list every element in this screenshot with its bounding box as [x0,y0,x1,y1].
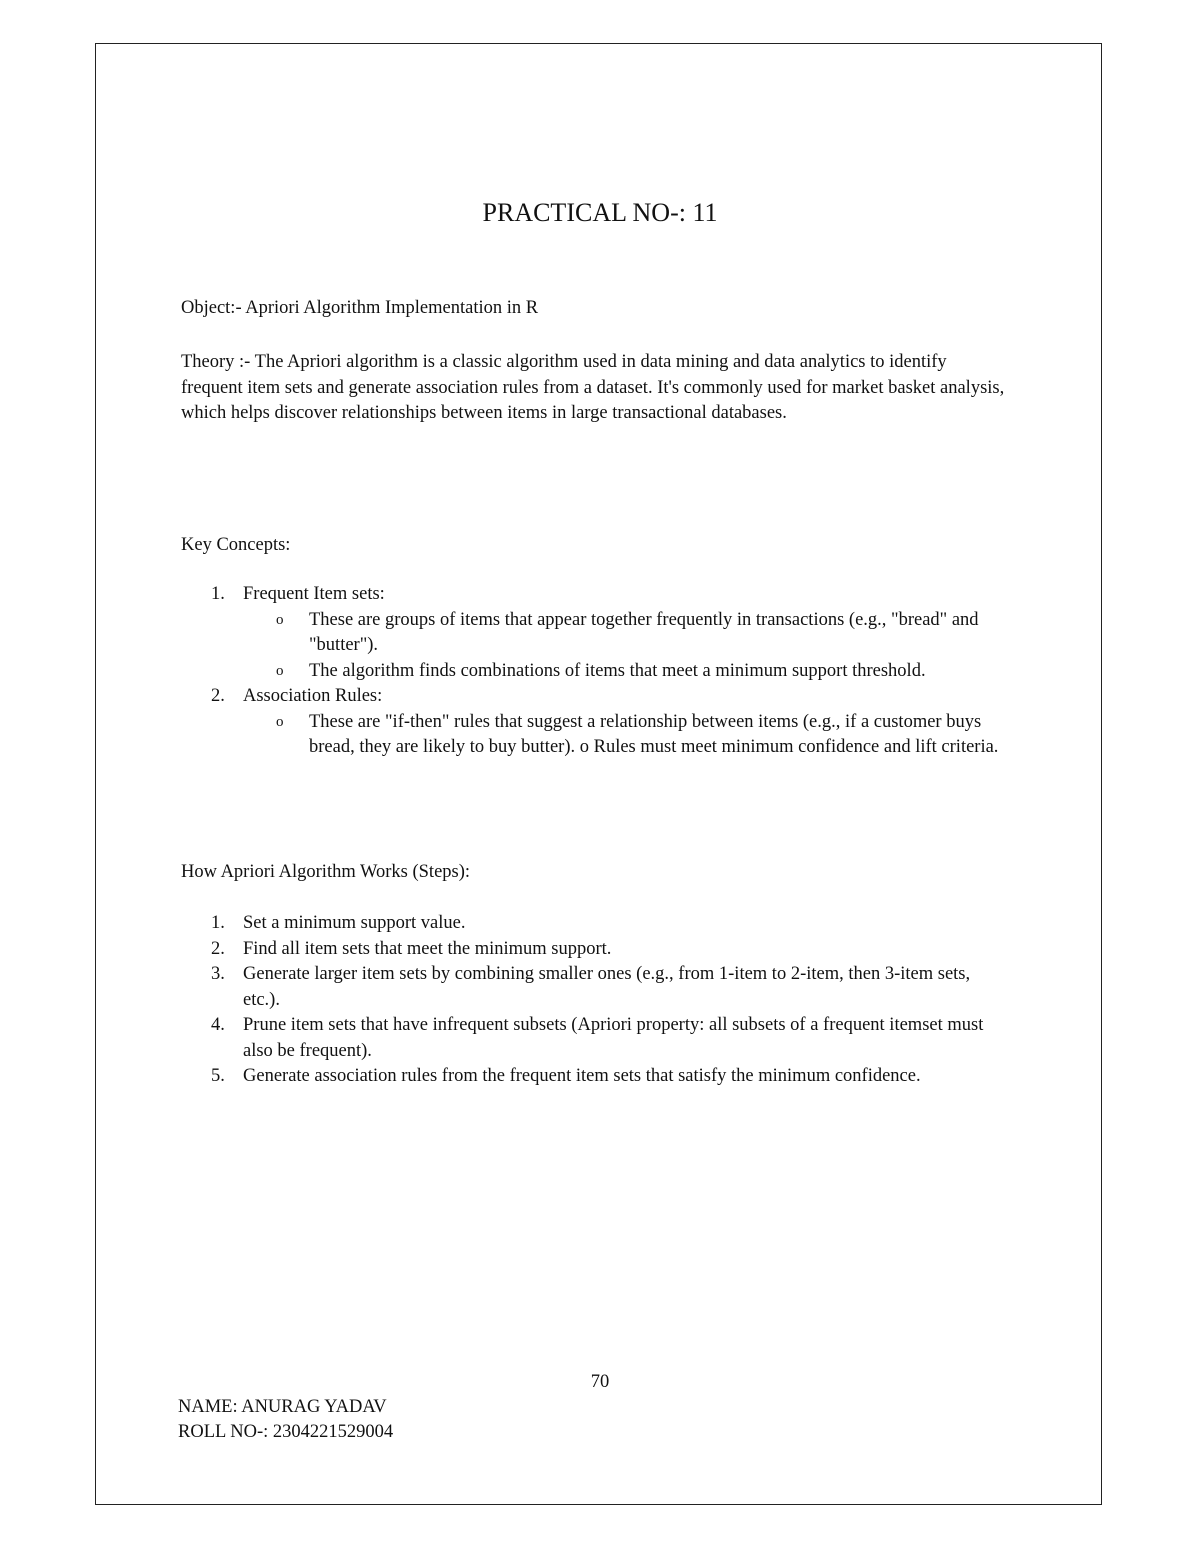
step-text: Find all item sets that meet the minimum support. [243,938,612,959]
list-item [181,1013,1031,1064]
sub-list [243,608,1031,685]
bullet-marker: o [276,611,284,628]
list-number: 1. [211,584,225,604]
footer-roll-number: ROLL NO-: 2304221529004 [178,1422,394,1442]
step-text: Prune item sets that have infrequent subsets (Apriori property: all subsets of a frequent itemset must also be frequent). [243,1015,984,1061]
theory-paragraph: Theory :- The Apriori algorithm is a classic algorithm used in data mining and data analytics to identify frequent item sets and generate association rules from a dataset. It's commonly used for market basket analysis, which helps discover relationships between items in large transactional databases. [181,352,1005,423]
list-item [243,710,1031,761]
list-item [181,937,1031,963]
list-number: 5. [211,1066,225,1086]
list-number: 2. [211,938,225,959]
list-item [181,911,1031,937]
list-number: 1. [211,913,225,933]
list-number: 2. [211,686,225,706]
list-item [181,684,1031,761]
step-text: Generate larger item sets by combining smaller ones (e.g., from 1-item to 2-item, then 3-item sets, etc.). [243,964,971,1010]
step-text: Generate association rules from the frequent item sets that satisfy the minimum confidence. [243,1066,921,1086]
footer-name: NAME: ANURAG YADAV [178,1397,387,1417]
sub-item-text: These are "if-then" rules that suggest a relationship between items (e.g., if a customer buys bread, they are likely to buy butter). o Rules must meet minimum confidence and lift criteria. [309,711,999,757]
key-concepts-heading: Key Concepts: [181,535,291,555]
sub-item-text: The algorithm finds combinations of items that meet a minimum support threshold. [309,660,926,681]
sub-item-text: These are groups of items that appear together frequently in transactions (e.g., "bread" and "butter"). [309,609,979,655]
list-number: 3. [211,964,225,984]
concept-label: Frequent Item sets: [243,584,385,604]
sub-list [243,710,1031,761]
list-item [243,608,1031,659]
page-number: 70 [590,1372,610,1392]
page-border [95,43,1102,1505]
list-item [243,659,1031,685]
list-number: 4. [211,1015,225,1035]
page-title: PRACTICAL NO-: 11 [482,198,718,227]
object-statement: Object:- Apriori Algorithm Implementation in R [181,298,539,318]
list-item [181,582,1031,684]
bullet-marker: o [276,713,284,730]
concept-label: Association Rules: [243,686,383,706]
list-item [181,962,1031,1013]
steps-heading: How Apriori Algorithm Works (Steps): [181,862,471,882]
steps-list [181,911,1031,1090]
list-item [181,1064,1031,1090]
step-text: Set a minimum support value. [243,913,466,933]
bullet-marker: o [276,662,284,679]
key-concepts-list [181,582,1031,761]
